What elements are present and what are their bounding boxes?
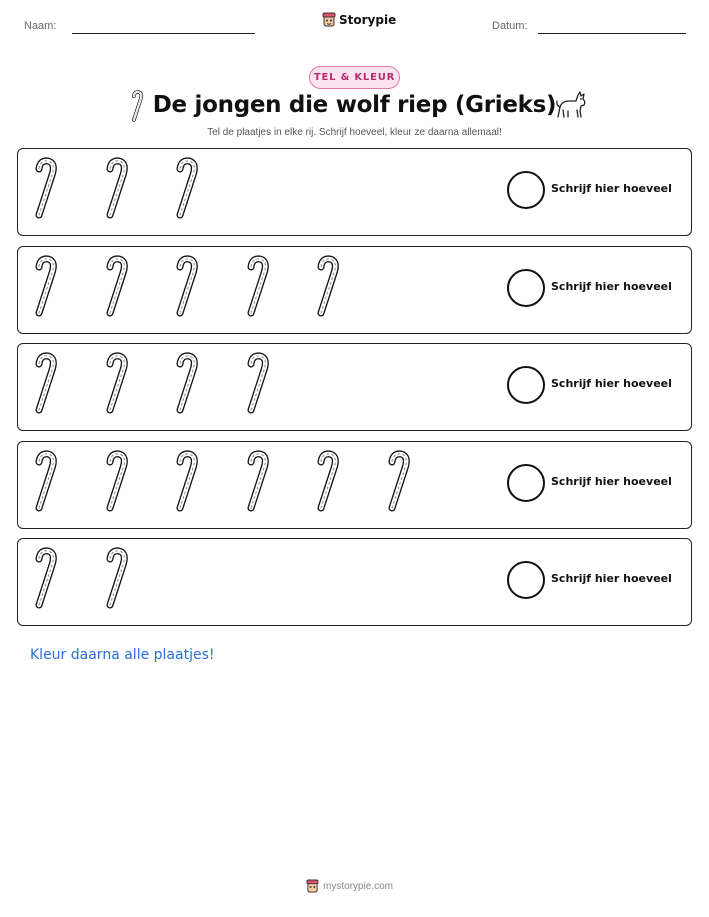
brand-name: Storypie (339, 13, 397, 27)
candy-cane-icon[interactable] (385, 450, 415, 516)
answer-prompt: Schrijf hier hoeveel (551, 572, 672, 585)
answer-prompt: Schrijf hier hoeveel (551, 182, 672, 195)
candy-cane-icon[interactable] (244, 255, 274, 321)
candy-cane-icon[interactable] (32, 547, 62, 613)
name-line[interactable] (72, 33, 255, 34)
candy-cane-icon[interactable] (173, 352, 203, 418)
candy-cane-icon[interactable] (32, 352, 62, 418)
activity-badge: TEL & KLEUR (309, 66, 400, 89)
answer-circle[interactable] (507, 171, 545, 209)
date-label: Datum: (492, 20, 528, 32)
name-label: Naam: (24, 20, 57, 32)
counting-row (17, 148, 692, 236)
answer-circle[interactable] (507, 464, 545, 502)
answer-circle[interactable] (507, 561, 545, 599)
site-footer (306, 879, 393, 894)
storypie-mascot-icon (306, 879, 319, 894)
counting-row (17, 441, 692, 529)
candy-cane-icon[interactable] (103, 255, 133, 321)
answer-prompt: Schrijf hier hoeveel (551, 475, 672, 488)
candy-cane-icon[interactable] (32, 450, 62, 516)
candy-cane-icon[interactable] (173, 157, 203, 223)
coloring-note: Kleur daarna alle plaatjes! (30, 647, 215, 663)
counting-row (17, 538, 692, 626)
candy-cane-icon[interactable] (103, 157, 133, 223)
brand-logo (322, 12, 396, 28)
storypie-mascot-icon (322, 12, 336, 28)
candy-cane-icon[interactable] (314, 255, 344, 321)
candy-cane-icon[interactable] (244, 450, 274, 516)
page-title: De jongen die wolf riep (Grieks) (152, 92, 557, 118)
date-line[interactable] (538, 33, 686, 34)
counting-row (17, 343, 692, 431)
candy-cane-icon[interactable] (32, 255, 62, 321)
answer-circle[interactable] (507, 269, 545, 307)
candy-cane-icon[interactable] (314, 450, 344, 516)
answer-circle[interactable] (507, 366, 545, 404)
candy-cane-icon[interactable] (32, 157, 62, 223)
candy-cane-icon[interactable] (244, 352, 274, 418)
candy-cane-icon[interactable] (103, 450, 133, 516)
answer-prompt: Schrijf hier hoeveel (551, 280, 672, 293)
candy-cane-icon[interactable] (103, 547, 133, 613)
answer-prompt: Schrijf hier hoeveel (551, 377, 672, 390)
wolf-icon (554, 89, 588, 125)
candy-cane-icon[interactable] (103, 352, 133, 418)
site-url[interactable]: mystorypie.com (323, 881, 394, 892)
candy-cane-icon[interactable] (173, 255, 203, 321)
candy-cane-icon[interactable] (173, 450, 203, 516)
instructions: Tel de plaatjes in elke rij. Schrijf hoeveel, kleur ze daarna allemaal! (207, 127, 502, 138)
counting-row (17, 246, 692, 334)
